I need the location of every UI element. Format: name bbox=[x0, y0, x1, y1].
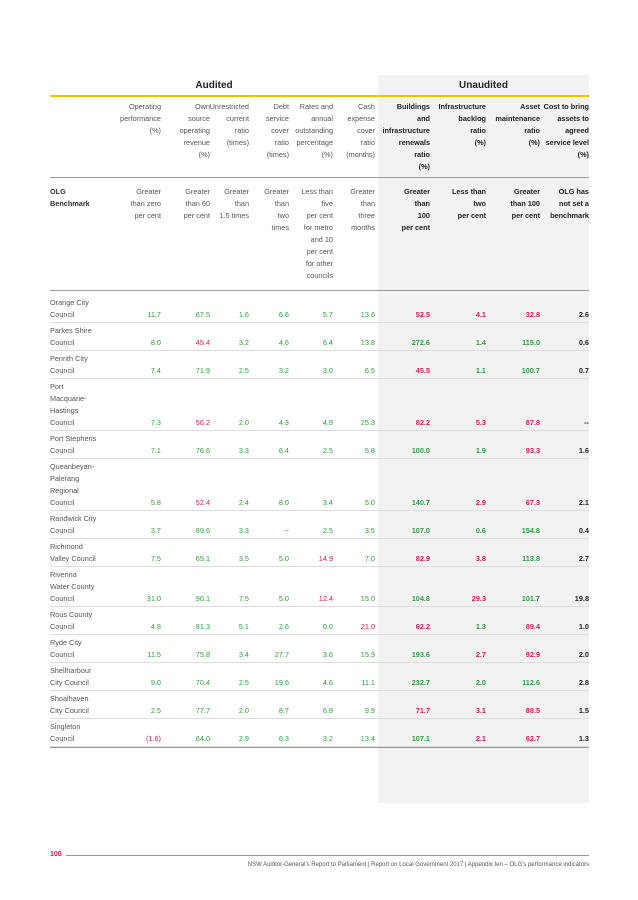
table-cell: 1.5 bbox=[578, 706, 589, 715]
column-header: agreed bbox=[565, 126, 589, 135]
column-header: renewals bbox=[398, 138, 430, 147]
table-cell: 19.8 bbox=[574, 594, 589, 603]
table-cell: 32.8 bbox=[525, 310, 540, 319]
table-cell: 12.4 bbox=[318, 594, 333, 603]
column-header: expense bbox=[347, 114, 375, 123]
row-divider bbox=[50, 606, 589, 607]
benchmark-value: Greater bbox=[264, 187, 289, 196]
column-header: (times) bbox=[226, 138, 249, 147]
council-name: Shellharbour bbox=[50, 666, 92, 675]
council-name: Randwick City bbox=[50, 514, 97, 523]
benchmark-value: 1.5 times bbox=[219, 211, 249, 220]
table-cell: 82.9 bbox=[415, 554, 430, 563]
table-cell: 2.5 bbox=[322, 446, 333, 455]
table-cell: 81.3 bbox=[195, 622, 210, 631]
table-cell: 4.8 bbox=[150, 622, 161, 631]
column-header: (%) bbox=[528, 138, 540, 147]
table-cell: 31.0 bbox=[146, 594, 161, 603]
table-cell: 3.2 bbox=[238, 338, 249, 347]
table-cell: 71.9 bbox=[195, 366, 210, 375]
table-cell: 9.9 bbox=[364, 706, 375, 715]
benchmark-value: not set a bbox=[558, 199, 589, 208]
table-cell: 272.6 bbox=[411, 338, 430, 347]
council-name: Council bbox=[50, 650, 75, 659]
council-name: Rous County bbox=[50, 610, 93, 619]
row-divider bbox=[50, 566, 589, 567]
benchmark-value: per cent bbox=[401, 223, 430, 232]
table-cell: 6.3 bbox=[278, 734, 289, 743]
table-cell: 4.6 bbox=[322, 678, 333, 687]
table-cell: 7.5 bbox=[150, 554, 161, 563]
table-cell: 2.6 bbox=[278, 622, 289, 631]
council-name: Council bbox=[50, 734, 75, 743]
column-header: ratio bbox=[274, 138, 289, 147]
table-cell: 115.0 bbox=[522, 338, 540, 347]
table-cell: 112.6 bbox=[522, 678, 540, 687]
table-cell: 113.8 bbox=[522, 554, 540, 563]
table-cell: 2.5 bbox=[238, 678, 249, 687]
table-cell: 3.7 bbox=[150, 526, 161, 535]
table-cell: 64.0 bbox=[195, 734, 210, 743]
table-cell: 2.0 bbox=[578, 650, 589, 659]
table-cell: 1.6 bbox=[238, 310, 249, 319]
table-cell: 3.6 bbox=[322, 650, 333, 659]
table-cell: 4.1 bbox=[475, 310, 486, 319]
table-cell: 7.4 bbox=[150, 366, 161, 375]
council-name: Richmond bbox=[50, 542, 83, 551]
table-cell: 6.4 bbox=[322, 338, 333, 347]
table-cell: 101.7 bbox=[521, 594, 540, 603]
table-cell: 8.0 bbox=[150, 338, 161, 347]
table-cell: 77.7 bbox=[195, 706, 210, 715]
column-header: Asset bbox=[520, 102, 540, 111]
table-cell: 2.8 bbox=[578, 678, 589, 687]
benchmark-value: than bbox=[360, 199, 375, 208]
council-name: Council bbox=[50, 498, 75, 507]
council-name: Council bbox=[50, 622, 75, 631]
benchmark-value: per cent bbox=[183, 211, 210, 220]
benchmark-value: than 60 bbox=[185, 199, 210, 208]
table-cell: 45.4 bbox=[195, 338, 210, 347]
table-cell: 3.4 bbox=[238, 650, 249, 659]
row-divider bbox=[50, 378, 589, 379]
column-header: (months) bbox=[346, 150, 375, 159]
table-cell: 4.9 bbox=[322, 418, 333, 427]
table-cell: 67.5 bbox=[195, 310, 210, 319]
table-cell: 1.3 bbox=[475, 622, 486, 631]
table-bottom-rule bbox=[50, 747, 589, 748]
benchmark-label: OLG bbox=[50, 187, 66, 196]
table-cell: 6.5 bbox=[364, 366, 375, 375]
table-cell: 25.3 bbox=[360, 418, 375, 427]
table-cell: 232.7 bbox=[411, 678, 430, 687]
row-divider bbox=[50, 718, 589, 719]
table-cell: 5.0 bbox=[278, 554, 289, 563]
table-cell: 3.5 bbox=[238, 554, 249, 563]
column-header: service bbox=[265, 114, 289, 123]
table-cell: 8.7 bbox=[278, 706, 289, 715]
table-cell: 71.7 bbox=[415, 706, 430, 715]
council-name: Water County bbox=[50, 582, 95, 591]
benchmark-value: three bbox=[358, 211, 375, 220]
benchmark-value: Greater bbox=[350, 187, 375, 196]
table-cell: 3.2 bbox=[322, 734, 333, 743]
table-cell: 2.7 bbox=[578, 554, 589, 563]
column-header: maintenance bbox=[495, 114, 540, 123]
table-cell: 92.9 bbox=[525, 650, 540, 659]
council-name: Orange City bbox=[50, 298, 89, 307]
table-cell: 14.9 bbox=[318, 554, 333, 563]
column-header: Own bbox=[194, 102, 210, 111]
table-cell: 4.3 bbox=[278, 418, 289, 427]
benchmark-value: two bbox=[473, 199, 486, 208]
council-name: Council bbox=[50, 526, 75, 535]
benchmark-value: per cent bbox=[511, 211, 540, 220]
council-name: Shoalhaven bbox=[50, 694, 89, 703]
table-cell: 1.4 bbox=[475, 338, 486, 347]
table-cell: 3.4 bbox=[322, 498, 333, 507]
table-cell: 65.1 bbox=[195, 554, 210, 563]
table-cell: 3.2 bbox=[278, 366, 289, 375]
table-cell: 5.3 bbox=[475, 418, 486, 427]
table-cell: 2.9 bbox=[475, 498, 486, 507]
council-name: Council bbox=[50, 594, 75, 603]
table-cell: 104.8 bbox=[411, 594, 430, 603]
table-cell: 6.4 bbox=[278, 446, 289, 455]
table-cell: 5.0 bbox=[278, 594, 289, 603]
council-name: Council bbox=[50, 366, 75, 375]
table-cell: 3.8 bbox=[475, 554, 486, 563]
table-cell: 88.5 bbox=[525, 706, 540, 715]
table-cell: 2.5 bbox=[322, 526, 333, 535]
table-cell: 0.4 bbox=[578, 526, 589, 535]
table-cell: 70.4 bbox=[195, 678, 210, 687]
council-name: Palerang bbox=[50, 474, 80, 483]
table-cell: -- bbox=[284, 526, 289, 535]
benchmark-value: and 10 bbox=[310, 235, 333, 244]
table-cell: 1.9 bbox=[475, 446, 486, 455]
column-header: service level bbox=[545, 138, 589, 147]
group-header bbox=[50, 75, 589, 95]
table-cell: 193.6 bbox=[411, 650, 430, 659]
table-cell: 15.9 bbox=[360, 650, 375, 659]
column-header: ratio bbox=[360, 138, 375, 147]
table-cell: 93.3 bbox=[525, 446, 540, 455]
table-cell: 107.1 bbox=[411, 734, 430, 743]
table-cell: 100.0 bbox=[411, 446, 430, 455]
benchmark-value: Less than bbox=[301, 187, 333, 196]
council-name: Hastings bbox=[50, 406, 79, 415]
table-cell: 6.6 bbox=[278, 310, 289, 319]
column-header: (%) bbox=[149, 126, 161, 135]
table-cell: 13.6 bbox=[360, 310, 375, 319]
audited-label: Audited bbox=[195, 80, 233, 91]
column-header: (%) bbox=[577, 150, 589, 159]
table-cell: 2.0 bbox=[238, 706, 249, 715]
council-name: Valley Council bbox=[50, 554, 96, 563]
table-cell: 154.8 bbox=[521, 526, 540, 535]
table-cell: 13.8 bbox=[360, 338, 375, 347]
column-header: annual bbox=[311, 114, 333, 123]
table-cell: 5.8 bbox=[364, 446, 375, 455]
benchmark-value: Greater bbox=[224, 187, 249, 196]
table-cell: -- bbox=[584, 418, 589, 427]
table-cell: 2.5 bbox=[150, 706, 161, 715]
council-name: Riverina bbox=[50, 570, 77, 579]
table-cell: 5.1 bbox=[238, 622, 249, 631]
table-cell: 76.6 bbox=[195, 446, 210, 455]
table-cell: 1.0 bbox=[578, 622, 589, 631]
table-cell: 4.6 bbox=[278, 338, 289, 347]
table-cell: 1.1 bbox=[475, 366, 486, 375]
council-name: Regional bbox=[50, 486, 79, 495]
column-header: (times) bbox=[266, 150, 289, 159]
table-cell: 87.8 bbox=[525, 418, 540, 427]
council-name: Queanbeyan- bbox=[50, 462, 95, 471]
council-name: Port Stephens bbox=[50, 434, 97, 443]
column-header: Operating bbox=[128, 102, 161, 111]
column-header: (%) bbox=[474, 138, 486, 147]
benchmark-value: 100 bbox=[417, 211, 430, 220]
table-cell: 7.3 bbox=[150, 418, 161, 427]
row-divider bbox=[50, 510, 589, 511]
table-cell: 6.9 bbox=[322, 706, 333, 715]
benchmark-value: five bbox=[321, 199, 333, 208]
column-header: ratio bbox=[470, 126, 486, 135]
table-cell: 7.0 bbox=[364, 554, 375, 563]
table-cell: 11.5 bbox=[147, 650, 161, 659]
table-cell: 7.1 bbox=[150, 446, 161, 455]
table-cell: 52.4 bbox=[195, 498, 210, 507]
row-divider bbox=[50, 350, 589, 351]
table-cell: 2.6 bbox=[578, 310, 589, 319]
column-header: revenue bbox=[183, 138, 210, 147]
benchmark-value: than bbox=[414, 199, 430, 208]
table-cell: 0.6 bbox=[475, 526, 486, 535]
benchmark-value: than zero bbox=[130, 199, 161, 208]
benchmark-value: times bbox=[271, 223, 289, 232]
footer-text: NSW Auditor-General's Report to Parliament | Report on Local Government 2017 | Appendix ten – OLG's performance indicators bbox=[247, 862, 589, 868]
column-header: outstanding bbox=[295, 126, 333, 135]
row-divider bbox=[50, 430, 589, 431]
table-cell: 107.0 bbox=[411, 526, 430, 535]
table-cell: 62.7 bbox=[525, 734, 540, 743]
table-cell: 0.6 bbox=[578, 338, 589, 347]
table-cell: 5.7 bbox=[322, 310, 333, 319]
table-cell: 3.3 bbox=[238, 526, 249, 535]
council-name: Singleton bbox=[50, 722, 81, 731]
benchmark-value: per cent bbox=[134, 211, 161, 220]
table-cell: 13.4 bbox=[360, 734, 375, 743]
row-divider bbox=[50, 458, 589, 459]
table-cell: 7.5 bbox=[238, 594, 249, 603]
table-cell: 15.0 bbox=[360, 594, 375, 603]
council-name: City Council bbox=[50, 706, 89, 715]
column-header: infrastructure bbox=[382, 126, 430, 135]
benchmark-value: than bbox=[274, 199, 289, 208]
table-cell: 3.3 bbox=[238, 446, 249, 455]
benchmark-rule bbox=[50, 177, 589, 178]
benchmark-value: benchmark bbox=[550, 211, 589, 220]
council-name: Council bbox=[50, 338, 75, 347]
column-header: backlog bbox=[458, 114, 486, 123]
table-cell: 52.5 bbox=[415, 310, 430, 319]
benchmark-value: per cent bbox=[457, 211, 486, 220]
table-cell: 11.1 bbox=[361, 678, 375, 687]
column-header: Rates and bbox=[299, 102, 333, 111]
table-cell: 5.8 bbox=[150, 498, 161, 507]
council-name: Port bbox=[50, 382, 64, 391]
table-cell: 21.0 bbox=[360, 622, 375, 631]
council-name: City Council bbox=[50, 678, 89, 687]
table-cell: 19.6 bbox=[274, 678, 289, 687]
benchmark-value: per cent bbox=[306, 247, 333, 256]
table-cell: 5.0 bbox=[364, 498, 375, 507]
column-header: performance bbox=[120, 114, 161, 123]
column-header: (%) bbox=[418, 162, 430, 171]
benchmark-value: Greater bbox=[514, 187, 540, 196]
column-header: ratio bbox=[414, 150, 430, 159]
column-header: Cost to bring bbox=[543, 102, 589, 111]
column-header: Debt bbox=[273, 102, 289, 111]
council-name: Council bbox=[50, 418, 75, 427]
council-name: Council bbox=[50, 310, 75, 319]
table-cell: 2.4 bbox=[238, 498, 249, 507]
table-cell: 45.5 bbox=[415, 366, 430, 375]
table-cell: 2.9 bbox=[238, 734, 249, 743]
table-cell: 140.7 bbox=[411, 498, 430, 507]
table-cell: 89.4 bbox=[525, 622, 540, 631]
footer-rule bbox=[66, 855, 589, 856]
table-cell: 67.3 bbox=[525, 498, 540, 507]
table-cell: 82.2 bbox=[415, 418, 430, 427]
benchmark-value: for other bbox=[305, 259, 333, 268]
unaudited-shading bbox=[378, 75, 589, 803]
column-header: assets to bbox=[557, 114, 589, 123]
table-cell: 56.2 bbox=[195, 418, 210, 427]
column-header: and bbox=[417, 114, 430, 123]
header-rule bbox=[50, 95, 589, 97]
table-cell: 27.7 bbox=[274, 650, 289, 659]
table-cell: 2.0 bbox=[238, 418, 249, 427]
benchmark-value: Less than bbox=[451, 187, 486, 196]
table-cell: 11.7 bbox=[147, 310, 161, 319]
table-cell: 1.3 bbox=[578, 734, 589, 743]
benchmark-value: two bbox=[277, 211, 289, 220]
column-header: Cash bbox=[357, 102, 375, 111]
row-divider bbox=[50, 538, 589, 539]
table-cell: (1.6) bbox=[145, 734, 161, 743]
benchmark-value: for metro bbox=[303, 223, 333, 232]
table-cell: 9.0 bbox=[150, 678, 161, 687]
column-header: Unrestricted bbox=[209, 102, 249, 111]
column-header: percentage bbox=[296, 138, 333, 147]
table-cell: 1.6 bbox=[578, 446, 589, 455]
benchmark-value: than bbox=[234, 199, 249, 208]
column-header: Buildings bbox=[396, 102, 430, 111]
column-header: Infrastructure bbox=[438, 102, 486, 111]
row-divider bbox=[50, 690, 589, 691]
table-cell: 90.1 bbox=[195, 594, 210, 603]
unaudited-label: Unaudited bbox=[459, 80, 508, 91]
benchmark-value: Greater bbox=[185, 187, 210, 196]
column-header: cover bbox=[271, 126, 289, 135]
benchmark-value: councils bbox=[306, 271, 333, 280]
benchmark-value: Greater bbox=[404, 187, 430, 196]
council-name: Council bbox=[50, 446, 75, 455]
table-cell: 2.7 bbox=[475, 650, 486, 659]
table-cell: 89.6 bbox=[195, 526, 210, 535]
table-cell: 2.5 bbox=[238, 366, 249, 375]
column-header: current bbox=[226, 114, 249, 123]
column-header: (%) bbox=[321, 150, 333, 159]
row-divider bbox=[50, 322, 589, 323]
table-cell: 3.0 bbox=[322, 366, 333, 375]
page-number: 100 bbox=[50, 851, 62, 858]
table-cell: 3.5 bbox=[364, 526, 375, 535]
table-cell: 0.7 bbox=[578, 366, 589, 375]
table-cell: 8.0 bbox=[278, 498, 289, 507]
row-divider bbox=[50, 634, 589, 635]
council-name: Penrith City bbox=[50, 354, 88, 363]
column-header: operating bbox=[179, 126, 210, 135]
benchmark-value: months bbox=[351, 223, 375, 232]
column-header: ratio bbox=[524, 126, 540, 135]
column-header: source bbox=[188, 114, 210, 123]
column-header: ratio bbox=[234, 126, 249, 135]
benchmark-value: Greater bbox=[136, 187, 161, 196]
table-cell: 29.3 bbox=[471, 594, 486, 603]
table-cell: 2.1 bbox=[475, 734, 486, 743]
table-cell: 2.1 bbox=[578, 498, 589, 507]
council-name: Macquarie- bbox=[50, 394, 87, 403]
rows-rule bbox=[50, 290, 589, 291]
column-header: (%) bbox=[198, 150, 210, 159]
table-cell: 3.1 bbox=[475, 706, 486, 715]
table-cell: 100.7 bbox=[521, 366, 540, 375]
table-cell: 0.0 bbox=[322, 622, 333, 631]
council-name: Parkes Shire bbox=[50, 326, 92, 335]
table-cell: 2.0 bbox=[475, 678, 486, 687]
benchmark-value: OLG has bbox=[558, 187, 589, 196]
column-header: cover bbox=[357, 126, 375, 135]
table-cell: 75.8 bbox=[195, 650, 210, 659]
benchmark-label: Benchmark bbox=[50, 199, 90, 208]
benchmark-value: than 100 bbox=[510, 199, 540, 208]
table-cell: 62.2 bbox=[415, 622, 430, 631]
row-divider bbox=[50, 662, 589, 663]
council-name: Ryde City bbox=[50, 638, 82, 647]
benchmark-value: per cent bbox=[306, 211, 333, 220]
